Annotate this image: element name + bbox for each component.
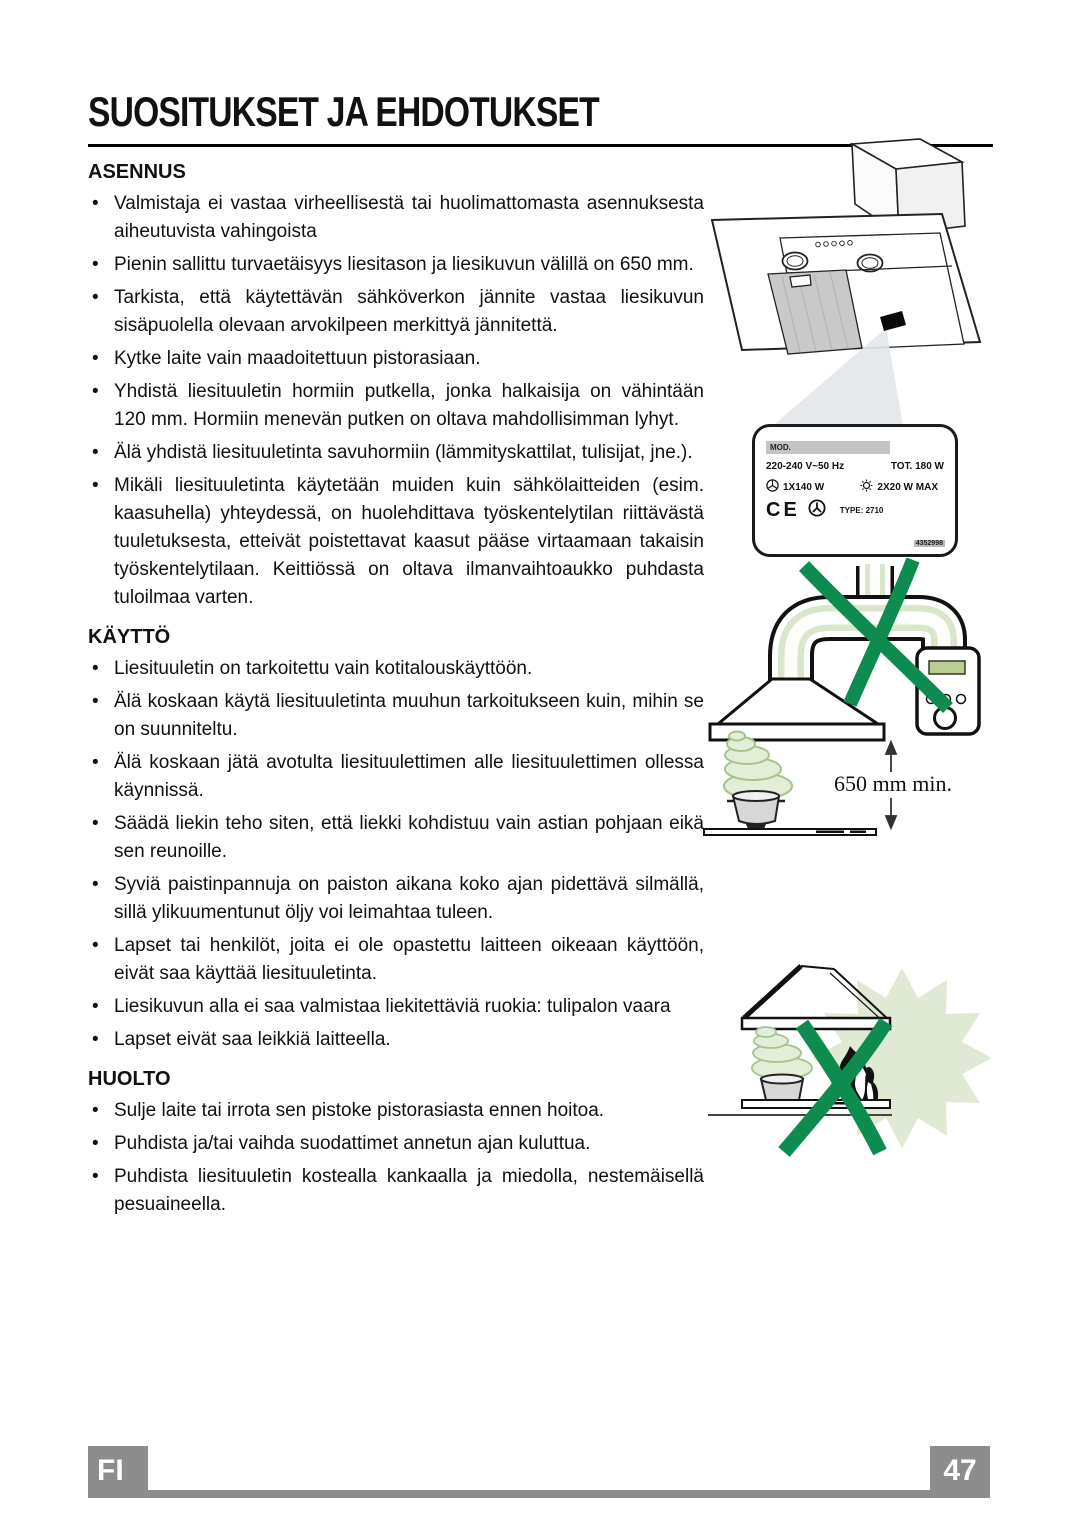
rating-code: 4352998 <box>915 540 943 547</box>
approval-mark-icon <box>808 499 826 522</box>
asennus-list <box>88 190 704 612</box>
fan-icon <box>766 479 779 495</box>
footer-page-number: 47 <box>930 1446 990 1496</box>
section-heading-huolto: HUOLTO <box>88 1068 171 1090</box>
bullet-item: • Liesikuvun alla ei saa valmistaa liekitettäviä ruokia: tulipalon vaara <box>88 993 704 1021</box>
bullet-item: • Tarkista, että käytettävän sähköverkon jännite vastaa liesikuvun sisäpuolella olevaan arvokilpeen merkittyä jännitettä. <box>88 284 704 340</box>
huolto-list <box>88 1097 704 1219</box>
rating-mod-bar: MOD. <box>766 441 890 454</box>
bullet-item: • Yhdistä liesituuletin hormiin putkella, jonka halkaisija on vähintään 120 mm. Hormiin menevän putken on oltava mahdollisimman lyhyt. <box>88 378 704 434</box>
page-title: SUOSITUKSET JA EHDOTUKSET <box>88 88 599 135</box>
footer-bar <box>88 1490 990 1498</box>
pot <box>727 791 785 829</box>
rating-plate-label <box>752 424 958 557</box>
bullet-item: • Liesituuletin on tarkoitettu vain kotitalouskäyttöön. <box>88 655 704 683</box>
flambe-prohibition-figure <box>700 950 1012 1157</box>
cooktop <box>704 829 876 835</box>
bullet-item: • Lapset tai henkilöt, joita ei ole opastettu laitteen oikeaan käyttöön, eivät saa käyttää liesituuletinta. <box>88 932 704 988</box>
rating-type: TYPE: 2710 <box>839 506 884 515</box>
footer-language-badge: FI <box>88 1446 148 1496</box>
bullet-item: • Kytke laite vain maadoitettuun pistorasiaan. <box>88 345 704 373</box>
lamp-left <box>783 253 808 270</box>
bullet-item: • Älä koskaan käytä liesituuletinta muuhun tarkoitukseen kuin, mihin se on suunniteltu. <box>88 688 704 744</box>
flue-prohibition-figure <box>698 558 998 858</box>
ce-mark: CE <box>766 499 800 521</box>
bullet-item: • Mikäli liesituuletinta käytetään muiden kuin sähkölaitteiden (esim. kaasuhella) yhteydessä, on huolehdittava työskentelytilan riittävästä tuuletuksesta, etteivät poistettavat kaasut pääse virtaamaan takaisin työskentelytilaan. Keittiössä on oltava ilmanvaihtoaukko puhdasta tuloilmaa varten. <box>88 472 704 612</box>
hood-underside-figure <box>702 138 994 438</box>
rating-motor-power: 1X140 W <box>783 481 825 493</box>
rating-supply: 220-240 V~50 Hz <box>766 461 845 472</box>
boiler-display <box>929 661 965 674</box>
bullet-item: • Puhdista ja/tai vaihda suodattimet annetun ajan kuluttua. <box>88 1130 704 1158</box>
bullet-item: • Lapset eivät saa leikkiä laitteella. <box>88 1026 704 1054</box>
bullet-item: • Säädä liekin teho siten, että liekki kohdistuu vain astian pohjaan eikä sen reunoille. <box>88 810 704 866</box>
bullet-item: • Syviä paistinpannuja on paiston aikana koko ajan pidettävä silmällä, sillä ylikuumentunut öljy voi leimahtaa tuleen. <box>88 871 704 927</box>
distance-label: 650 mm min. <box>834 771 952 796</box>
lamp-icon <box>860 479 873 495</box>
text-column <box>88 161 704 1219</box>
steam <box>724 732 792 800</box>
starburst <box>812 968 992 1148</box>
rating-lamp-power: 2X20 W MAX <box>877 481 938 493</box>
bullet-item: • Puhdista liesituuletin kostealla kankaalla ja miedolla, nestemäisellä pesuaineella. <box>88 1163 704 1219</box>
bullet-item: • Valmistaja ei vastaa virheellisestä tai huolimattomasta asennuksesta aiheutuvista vahingoista <box>88 190 704 246</box>
section-heading-asennus: ASENNUS <box>88 161 186 183</box>
bullet-item: • Älä yhdistä liesituuletinta savuhormiin (lämmityskattilat, tulisijat, jne.). <box>88 439 704 467</box>
bullet-item: • Pienin sallittu turvaetäisyys liesitason ja liesikuvun välillä on 650 mm. <box>88 251 704 279</box>
bullet-item: • Sulje laite tai irrota sen pistoke pistorasiasta ennen hoitoa. <box>88 1097 704 1125</box>
kaytto-list <box>88 655 704 1054</box>
bullet-item: • Älä koskaan jätä avotulta liesituulettimen alle liesituulettimen ollessa käynnissä. <box>88 749 704 805</box>
section-heading-kaytto: KÄYTTÖ <box>88 626 171 648</box>
rating-total-power: TOT. 180 W <box>890 461 944 472</box>
filter-handle <box>790 275 811 287</box>
